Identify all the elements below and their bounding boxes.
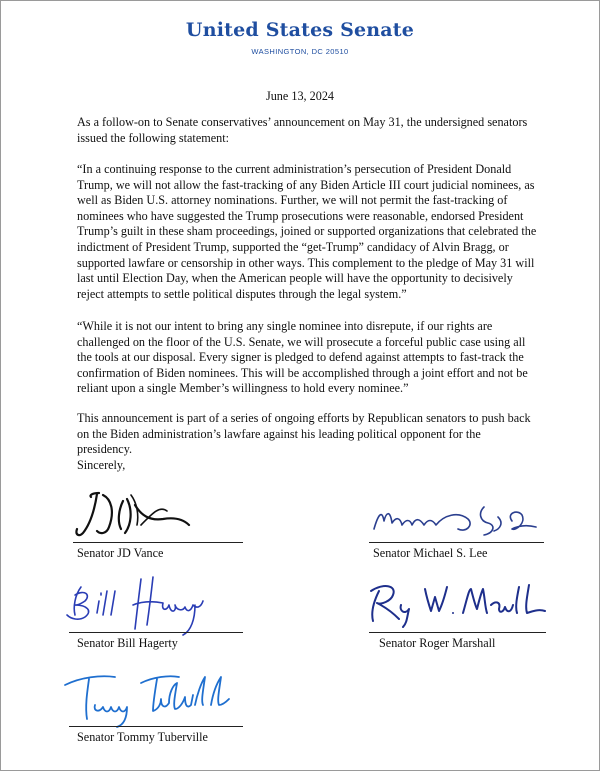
signature-tuberville <box>61 665 231 729</box>
signature-hagerty <box>63 571 213 637</box>
signatory-name-lee: Senator Michael S. Lee <box>373 546 488 560</box>
signature-marshall <box>363 575 549 627</box>
signature-vance <box>71 485 201 541</box>
signature-lee <box>366 495 546 541</box>
statement-paragraph-1: “In a continuing response to the current administration’s persecution of President Donald Trump, we will not allow the fast-tracking of any Biden Article III court judicial nominees, as well as Biden U.S. attorney nominations. Further, we will not permit the fast-tracking of nominees who have suggested the Trump prosecutions were reasonable, endorsed President Trump’s guilt in these sham proceedings, joined or supported organizations that celebrated the indictment of President Trump, supported the “get-Trump” candidacy of Alvin Bragg, or supported lawfare or censorship in other ways. This complement to the pledge of May 31 will last until Election Day, when the American people will have the opportunity to decisively reject attempts to settle political disputes through the legal system.” <box>77 162 537 301</box>
signature-line-hagerty <box>69 632 243 633</box>
signatory-name-vance: Senator JD Vance <box>77 546 164 560</box>
closing-paragraph: This announcement is part of a series of ongoing efforts by Republican senators to push back on the Biden administration’s lawfare against his leading political opponent for the presidency. <box>77 411 531 457</box>
signature-line-vance <box>73 542 243 543</box>
letter-date: June 13, 2024 <box>265 89 335 103</box>
intro-paragraph: As a follow-on to Senate conservatives’ announcement on May 31, the undersigned senators issued the following statement: <box>77 115 528 145</box>
signatory-name-marshall: Senator Roger Marshall <box>379 636 496 650</box>
signature-line-tuberville <box>69 726 243 727</box>
signatory-name-tuberville: Senator Tommy Tuberville <box>77 730 208 744</box>
statement-paragraph-2: “While it is not our intent to bring any single nominee into disrepute, if our rights are challenged on the floor of the U.S. Senate, we will prosecute a forceful public case using all the tools at our disposal. Every signer is pledged to defend against attempts to fast-track the confirmation of Biden nominees. This will be accomplished through a joint effort and not be reliant upon a single Member’s willingness to hold every nominee.” <box>77 319 528 396</box>
signature-line-marshall <box>369 632 546 633</box>
sign-off: Sincerely, <box>77 458 126 472</box>
letterhead-address: WASHINGTON, DC 20510 <box>251 47 349 56</box>
signature-line-lee <box>369 542 544 543</box>
signatory-name-hagerty: Senator Bill Hagerty <box>77 636 178 650</box>
letterhead-title: United States Senate <box>185 19 415 41</box>
